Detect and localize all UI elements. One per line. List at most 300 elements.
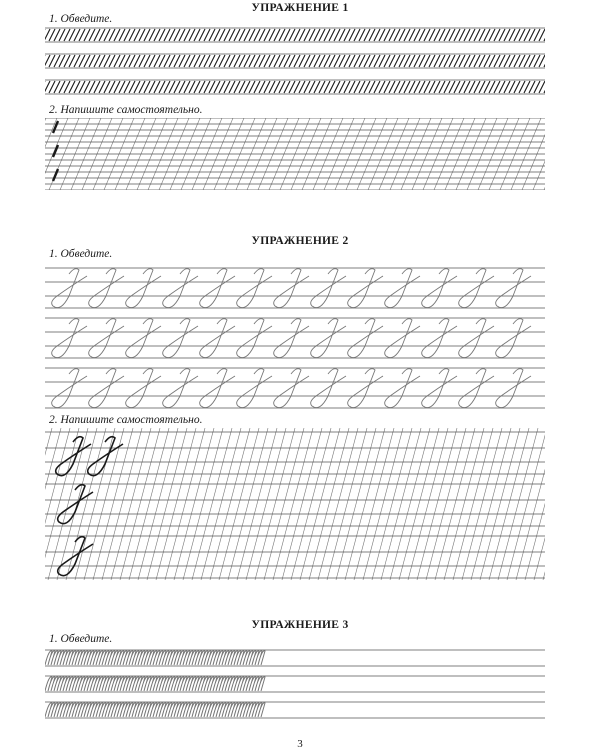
slant-stroke <box>409 81 415 93</box>
slant-stroke <box>99 29 105 41</box>
slant-stroke <box>339 81 345 93</box>
slant-stroke <box>239 55 245 67</box>
slant-stroke <box>124 29 130 41</box>
slant-stroke <box>269 55 275 67</box>
slant-stroke <box>389 29 395 41</box>
slant-stroke <box>494 29 500 41</box>
slant-stroke <box>449 81 455 93</box>
slant-stroke <box>344 29 350 41</box>
slant-stroke <box>509 55 515 67</box>
sample-stroke <box>53 121 58 133</box>
slant-stroke <box>114 29 120 41</box>
slant-stroke <box>204 29 210 41</box>
oblique-guide <box>120 428 160 580</box>
oblique-guide <box>498 428 538 580</box>
slant-stroke <box>184 55 190 67</box>
slant-stroke <box>399 29 405 41</box>
slant-stroke <box>429 81 435 93</box>
slant-stroke <box>454 55 460 67</box>
slant-stroke <box>284 29 290 41</box>
slant-stroke <box>299 81 305 93</box>
slant-stroke <box>469 29 475 41</box>
slant-stroke <box>319 81 325 93</box>
exercise-2-title: УПРАЖНЕНИЕ 2 <box>251 235 349 247</box>
slant-stroke <box>289 81 295 93</box>
slant-stroke <box>149 29 155 41</box>
slant-stroke <box>329 29 335 41</box>
slant-stroke <box>304 29 310 41</box>
trace-letter <box>385 369 420 408</box>
slant-stroke <box>364 29 370 41</box>
slant-stroke <box>279 81 285 93</box>
exercise-3-title: УПРАЖНЕНИЕ 3 <box>251 619 349 631</box>
slant-stroke <box>169 55 175 67</box>
oblique-guide <box>183 428 223 580</box>
trace-chain <box>45 703 265 717</box>
slant-stroke <box>369 81 375 93</box>
trace-letter <box>496 269 531 308</box>
slant-stroke <box>454 29 460 41</box>
slant-stroke <box>89 55 95 67</box>
oblique-guide <box>219 428 259 580</box>
slant-stroke <box>394 55 400 67</box>
slant-stroke <box>134 29 140 41</box>
slant-stroke <box>319 29 325 41</box>
slant-stroke <box>539 55 545 67</box>
slant-stroke <box>354 55 360 67</box>
slant-stroke <box>489 29 495 41</box>
slant-stroke <box>314 29 320 41</box>
slant-stroke <box>64 29 70 41</box>
slant-stroke <box>104 29 110 41</box>
trace-chain <box>45 651 265 665</box>
oblique-guide <box>444 428 484 580</box>
slant-stroke <box>239 81 245 93</box>
slant-stroke <box>74 29 80 41</box>
slant-stroke <box>299 55 305 67</box>
oblique-guide <box>45 428 52 580</box>
trace-letter <box>52 369 87 408</box>
slant-stroke <box>129 81 135 93</box>
slant-stroke <box>339 55 345 67</box>
slant-stroke <box>149 55 155 67</box>
oblique-guide <box>489 428 529 580</box>
slant-stroke <box>159 81 165 93</box>
trace-letter <box>89 369 124 408</box>
oblique-guide <box>417 428 457 580</box>
trace-letter <box>422 319 457 358</box>
slant-stroke <box>109 55 115 67</box>
trace-letter <box>200 269 235 308</box>
slant-stroke <box>474 55 480 67</box>
trace-letter <box>496 369 531 408</box>
slant-stroke <box>149 81 155 93</box>
slant-stroke <box>534 55 540 67</box>
slant-stroke <box>249 81 255 93</box>
slant-stroke <box>74 81 80 93</box>
trace-letter <box>89 269 124 308</box>
trace-letter <box>274 319 309 358</box>
slant-stroke <box>164 55 170 67</box>
slant-stroke <box>524 55 530 67</box>
slant-stroke <box>224 29 230 41</box>
slant-stroke <box>374 29 380 41</box>
slant-stroke <box>384 29 390 41</box>
slant-stroke <box>499 29 505 41</box>
slant-stroke <box>334 81 340 93</box>
slant-stroke <box>134 81 140 93</box>
exercise-2-writing-grid[interactable] <box>45 428 545 580</box>
slant-stroke <box>364 55 370 67</box>
slant-stroke <box>449 55 455 67</box>
slant-stroke <box>329 55 335 67</box>
slant-stroke <box>189 29 195 41</box>
slant-stroke <box>444 55 450 67</box>
oblique-guide <box>210 428 250 580</box>
slant-stroke <box>84 81 90 93</box>
slant-stroke <box>459 81 465 93</box>
slant-stroke <box>354 81 360 93</box>
slant-stroke <box>229 55 235 67</box>
slant-stroke <box>259 55 265 67</box>
exercise-1-trace-lines <box>45 26 545 101</box>
slant-stroke <box>344 81 350 93</box>
oblique-guide <box>336 428 376 580</box>
slant-stroke <box>184 29 190 41</box>
slant-stroke <box>59 55 65 67</box>
slant-stroke <box>69 29 75 41</box>
oblique-guide <box>282 428 322 580</box>
slant-stroke <box>294 55 300 67</box>
slant-stroke <box>289 29 295 41</box>
slant-stroke <box>514 81 520 93</box>
slant-stroke <box>219 29 225 41</box>
slant-stroke <box>264 81 270 93</box>
slant-stroke <box>459 55 465 67</box>
slant-stroke <box>439 29 445 41</box>
oblique-guide <box>291 428 331 580</box>
slant-stroke <box>534 29 540 41</box>
slant-stroke <box>484 81 490 93</box>
slant-stroke <box>119 29 125 41</box>
slant-stroke <box>379 55 385 67</box>
slant-stroke <box>174 55 180 67</box>
slant-stroke <box>244 29 250 41</box>
slant-stroke <box>464 55 470 67</box>
slant-stroke <box>539 29 545 41</box>
oblique-guide <box>534 428 545 580</box>
trace-letter <box>496 319 531 358</box>
slant-stroke <box>309 55 315 67</box>
slant-stroke <box>294 29 300 41</box>
slant-stroke <box>514 55 520 67</box>
slant-stroke <box>99 81 105 93</box>
slant-stroke <box>114 81 120 93</box>
oblique-guide <box>372 428 412 580</box>
slant-stroke <box>389 81 395 93</box>
slant-stroke <box>214 55 220 67</box>
clipped-group <box>45 428 545 580</box>
slant-stroke <box>49 29 55 41</box>
slant-stroke <box>209 81 215 93</box>
oblique-guide <box>45 428 70 580</box>
slant-stroke <box>464 81 470 93</box>
slant-stroke <box>499 55 505 67</box>
slant-stroke <box>59 81 65 93</box>
slant-stroke <box>524 81 530 93</box>
oblique-guide <box>507 428 545 580</box>
sample-stroke <box>53 145 58 157</box>
oblique-guide <box>480 428 520 580</box>
oblique-guide <box>462 428 502 580</box>
slant-stroke <box>64 55 70 67</box>
slant-stroke <box>279 29 285 41</box>
slant-stroke <box>289 55 295 67</box>
exercise-2-task-write: 2. Напишите самостоятельно. <box>49 414 203 426</box>
slant-stroke <box>134 55 140 67</box>
slant-stroke <box>114 55 120 67</box>
oblique-guide <box>111 428 151 580</box>
slant-stroke <box>279 55 285 67</box>
slant-stroke <box>159 29 165 41</box>
exercise-1-task-write: 2. Напишите самостоятельно. <box>49 104 203 116</box>
slant-stroke <box>384 55 390 67</box>
slant-stroke <box>469 81 475 93</box>
slant-stroke <box>449 29 455 41</box>
trace-letter <box>89 319 124 358</box>
slant-stroke <box>439 81 445 93</box>
slant-stroke <box>69 81 75 93</box>
oblique-guide <box>390 428 430 580</box>
slant-stroke <box>139 29 145 41</box>
slant-stroke <box>459 29 465 41</box>
slant-stroke <box>79 81 85 93</box>
oblique-guide <box>453 428 493 580</box>
slant-stroke <box>484 55 490 67</box>
exercise-1-title: УПРАЖНЕНИЕ 1 <box>251 2 349 14</box>
trace-letter <box>348 319 383 358</box>
oblique-guide <box>354 428 394 580</box>
oblique-guide <box>201 428 241 580</box>
exercise-3-task-trace: 1. Обведите. <box>49 633 113 645</box>
slant-stroke <box>434 55 440 67</box>
slant-stroke <box>529 29 535 41</box>
slant-stroke <box>94 81 100 93</box>
slant-stroke <box>59 29 65 41</box>
slant-stroke <box>359 55 365 67</box>
slant-stroke <box>209 55 215 67</box>
slant-stroke <box>194 81 200 93</box>
slant-stroke <box>479 29 485 41</box>
slant-stroke <box>309 29 315 41</box>
slant-stroke <box>199 81 205 93</box>
slant-stroke <box>144 55 150 67</box>
clipped-group <box>45 29 545 93</box>
slant-stroke <box>204 81 210 93</box>
slant-stroke <box>254 55 260 67</box>
slant-stroke <box>119 55 125 67</box>
slant-stroke <box>414 81 420 93</box>
oblique-guide <box>300 428 340 580</box>
trace-letter <box>311 269 346 308</box>
slant-stroke <box>164 29 170 41</box>
slant-stroke <box>534 81 540 93</box>
slant-stroke <box>64 81 70 93</box>
slant-stroke <box>144 29 150 41</box>
slant-stroke <box>529 55 535 67</box>
slant-stroke <box>474 81 480 93</box>
slant-stroke <box>45 81 50 93</box>
oblique-guide <box>192 428 232 580</box>
slant-stroke <box>269 81 275 93</box>
slant-stroke <box>349 29 355 41</box>
oblique-guide <box>147 428 187 580</box>
trace-letter <box>274 369 309 408</box>
slant-stroke <box>74 55 80 67</box>
slant-stroke <box>434 81 440 93</box>
slant-stroke <box>119 81 125 93</box>
trace-letter <box>163 269 198 308</box>
oblique-guide <box>165 428 205 580</box>
slant-stroke <box>154 29 160 41</box>
slant-stroke <box>504 55 510 67</box>
slant-stroke <box>239 29 245 41</box>
slant-stroke <box>519 29 525 41</box>
oblique-guide <box>516 428 545 580</box>
oblique-guide <box>381 428 421 580</box>
slant-stroke <box>179 55 185 67</box>
slant-stroke <box>284 81 290 93</box>
oblique-guide <box>345 428 385 580</box>
slant-stroke <box>409 55 415 67</box>
trace-letter <box>52 269 87 308</box>
slant-stroke <box>349 55 355 67</box>
exercise-1-writing-grid[interactable] <box>45 118 545 190</box>
slant-stroke <box>104 81 110 93</box>
slant-stroke <box>104 55 110 67</box>
slant-stroke <box>514 29 520 41</box>
trace-letter <box>163 369 198 408</box>
oblique-guide <box>102 428 142 580</box>
trace-letter <box>237 319 272 358</box>
slant-stroke <box>84 55 90 67</box>
slant-stroke <box>194 29 200 41</box>
slant-stroke <box>419 29 425 41</box>
slant-stroke <box>49 55 55 67</box>
slant-stroke <box>89 29 95 41</box>
slant-stroke <box>109 81 115 93</box>
slant-stroke <box>45 29 50 41</box>
slant-stroke <box>504 81 510 93</box>
slant-stroke <box>429 29 435 41</box>
slant-stroke <box>169 29 175 41</box>
trace-letter <box>459 369 494 408</box>
slant-stroke <box>524 29 530 41</box>
trace-letter <box>385 319 420 358</box>
slant-stroke <box>264 55 270 67</box>
slant-stroke <box>399 81 405 93</box>
slant-stroke <box>224 55 230 67</box>
slant-stroke <box>229 81 235 93</box>
slant-stroke <box>79 55 85 67</box>
slant-stroke <box>484 29 490 41</box>
slant-stroke <box>474 29 480 41</box>
trace-letter <box>200 319 235 358</box>
slant-stroke <box>519 55 525 67</box>
trace-letter <box>348 369 383 408</box>
slant-stroke <box>504 29 510 41</box>
slant-stroke <box>334 55 340 67</box>
oblique-guide <box>399 428 439 580</box>
slant-stroke <box>274 29 280 41</box>
slant-stroke <box>284 55 290 67</box>
slant-stroke <box>79 29 85 41</box>
slant-stroke <box>349 81 355 93</box>
slant-stroke <box>439 55 445 67</box>
slant-stroke <box>369 29 375 41</box>
slant-stroke <box>454 81 460 93</box>
slant-stroke <box>49 81 55 93</box>
slant-stroke <box>259 29 265 41</box>
slant-stroke <box>274 81 280 93</box>
oblique-guide <box>84 428 124 580</box>
oblique-guide <box>363 428 403 580</box>
oblique-guide <box>426 428 466 580</box>
slant-stroke <box>469 55 475 67</box>
oblique-guide <box>309 428 349 580</box>
slant-stroke <box>139 81 145 93</box>
slant-stroke <box>304 55 310 67</box>
slant-stroke <box>419 81 425 93</box>
slant-stroke <box>174 81 180 93</box>
slant-stroke <box>94 55 100 67</box>
slant-stroke <box>494 81 500 93</box>
trace-letter <box>422 369 457 408</box>
oblique-guide <box>237 428 277 580</box>
exercise-3-trace-lines <box>45 647 545 725</box>
slant-stroke <box>444 29 450 41</box>
oblique-guide <box>273 428 313 580</box>
trace-letter <box>126 319 161 358</box>
slant-stroke <box>259 81 265 93</box>
slant-stroke <box>404 55 410 67</box>
slant-stroke <box>479 81 485 93</box>
oblique-guide <box>525 428 545 580</box>
slant-stroke <box>304 81 310 93</box>
oblique-guide <box>174 428 214 580</box>
oblique-guide <box>435 428 475 580</box>
slant-stroke <box>129 29 135 41</box>
slant-stroke <box>244 55 250 67</box>
slant-stroke <box>204 55 210 67</box>
slant-stroke <box>224 81 230 93</box>
slant-stroke <box>174 29 180 41</box>
slant-stroke <box>434 29 440 41</box>
trace-letter <box>274 269 309 308</box>
slant-stroke <box>219 55 225 67</box>
slant-stroke <box>99 55 105 67</box>
oblique-guide <box>408 428 448 580</box>
slant-stroke <box>269 29 275 41</box>
sample-letter <box>58 485 93 524</box>
oblique-guide <box>264 428 304 580</box>
slant-stroke <box>314 55 320 67</box>
trace-letter <box>422 269 457 308</box>
trace-letter <box>311 369 346 408</box>
slant-stroke <box>159 55 165 67</box>
slant-stroke <box>384 81 390 93</box>
slant-stroke <box>479 55 485 67</box>
